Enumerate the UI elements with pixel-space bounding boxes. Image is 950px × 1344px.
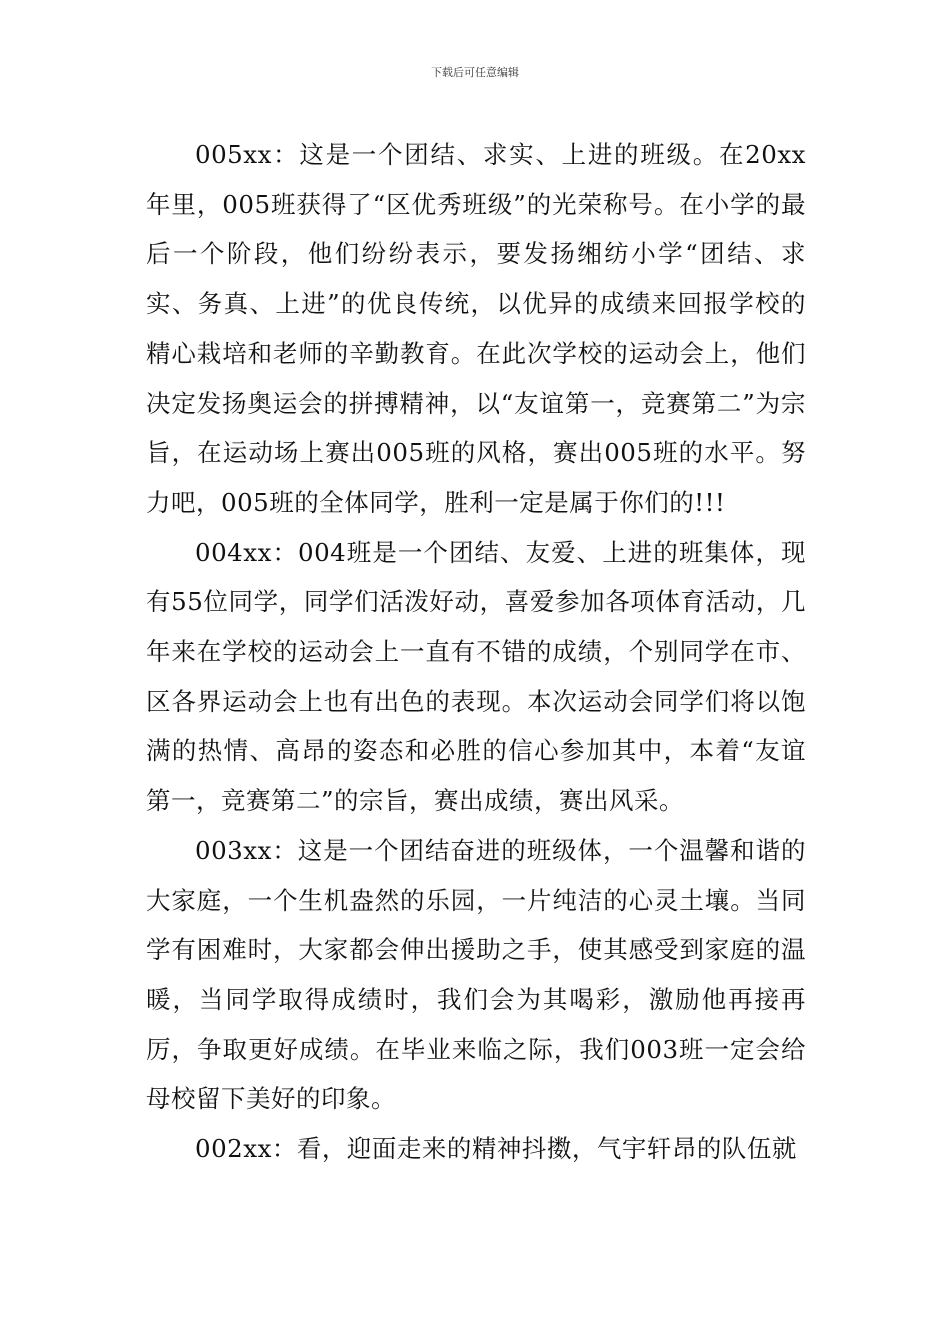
- document-body: [146, 130, 806, 1174]
- paragraph-005: 005xx：这是一个团结、求实、上进的班级。在20xx年里，005班获得了“区优秀班级”的光荣称号。在小学的最后一个阶段，他们纷纷表示，要发扬缃纺小学“团结、求实、务真、上进”的优良传统，以优异的成绩来回报学校的精心栽培和老师的辛勤教育。在此次学校的运动会上，他们决定发扬奥运会的拼搏精神，以“友谊第一，竞赛第二”为宗旨，在运动场上赛出005班的风格，赛出005班的水平。努力吧，005班的全体同学，胜利一定是属于你们的!!!: [146, 140, 806, 517]
- paragraph-004: 004xx：004班是一个团结、友爱、上进的班集体，现有55位同学，同学们活泼好动，喜爱参加各项体育活动，几年来在学校的运动会上一直有不错的成绩，个别同学在市、区各界运动会上也有出色的表现。本次运动会同学们将以饱满的热情、高昂的姿态和必胜的信心参加其中，本着“友谊第一，竞赛第二”的宗旨，赛出成绩，赛出风采。: [146, 537, 806, 816]
- paragraph-002: 002xx：看，迎面走来的精神抖擞，气宇轩昂的队伍就: [195, 1134, 797, 1164]
- paragraph-003: 003xx：这是一个团结奋进的班级体，一个温馨和谐的大家庭，一个生机盎然的乐园，一片纯洁的心灵土壤。当同学有困难时，大家都会伸出援助之手，使其感受到家庭的温暖，当同学取得成绩时，我们会为其喝彩，激励他再接再厉，争取更好成绩。在毕业来临之际，我们003班一定会给母校留下美好的印象。: [146, 835, 806, 1114]
- page-header: 下载后可任意编辑: [431, 66, 519, 79]
